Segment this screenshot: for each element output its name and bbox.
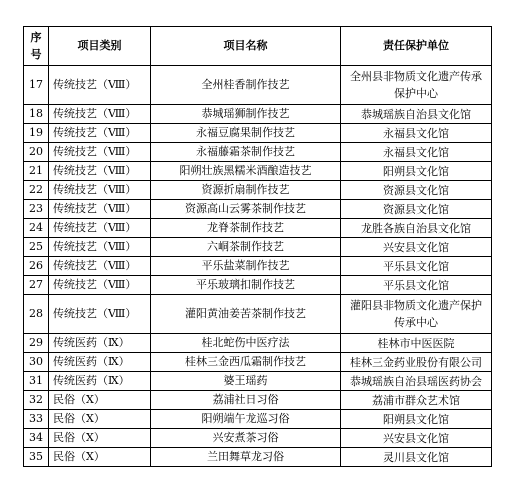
table-row <box>24 124 492 143</box>
protection-unit-cell <box>341 410 492 429</box>
serial-number-cell: 22 <box>24 181 49 200</box>
serial-number-cell: 28 <box>24 295 49 334</box>
protection-unit-line: 永福县文化馆 <box>383 126 449 140</box>
protection-unit-cell <box>341 334 492 353</box>
project-name-cell: 资源折扇制作技艺 <box>151 181 341 200</box>
table-row <box>24 334 492 353</box>
project-name-cell: 阳朔壮族黑糯米酒酿造技艺 <box>151 162 341 181</box>
protection-unit-line: 阳朔县文化馆 <box>383 164 449 178</box>
category-cell: 民俗（Ⅹ） <box>49 448 151 467</box>
protection-unit-cell <box>341 200 492 219</box>
serial-number-cell: 27 <box>24 276 49 295</box>
protection-unit-cell <box>341 276 492 295</box>
category-cell: 传统技艺（Ⅷ） <box>49 276 151 295</box>
category-cell: 传统技艺（Ⅷ） <box>49 295 151 334</box>
category-cell: 传统医药（Ⅸ） <box>49 334 151 353</box>
serial-number-cell: 23 <box>24 200 49 219</box>
protection-unit-cell <box>341 353 492 372</box>
category-cell: 传统技艺（Ⅷ） <box>49 66 151 105</box>
protection-unit-cell <box>341 124 492 143</box>
protection-unit-line: 桂林三金药业股份有限公司 <box>350 355 482 369</box>
table-row <box>24 66 492 105</box>
project-name-cell: 桂林三金西瓜霜制作技艺 <box>151 353 341 372</box>
protection-unit-cell <box>341 257 492 276</box>
protection-unit-cell <box>341 372 492 391</box>
project-name-cell: 龙脊茶制作技艺 <box>151 219 341 238</box>
serial-number-cell: 29 <box>24 334 49 353</box>
heritage-project-table <box>23 26 492 467</box>
header-serial-line-1: 序 <box>30 31 42 44</box>
table-row <box>24 257 492 276</box>
header-protection-unit: 责任保护单位 <box>341 27 492 66</box>
serial-number-cell: 30 <box>24 353 49 372</box>
protection-unit-line: 永福县文化馆 <box>383 145 449 159</box>
project-name-cell: 永福藤霜茶制作技艺 <box>151 143 341 162</box>
protection-unit-line: 龙胜各族自治县文化馆 <box>361 221 471 235</box>
table-header <box>24 27 492 66</box>
table-row <box>24 238 492 257</box>
table-row <box>24 143 492 162</box>
protection-unit-cell <box>341 105 492 124</box>
category-cell: 传统医药（Ⅸ） <box>49 372 151 391</box>
table-row <box>24 181 492 200</box>
protection-unit-line: 恭城瑶族自治县瑶医药协会 <box>350 374 482 388</box>
project-name-cell: 桂北蛇伤中医疗法 <box>151 334 341 353</box>
table-row <box>24 410 492 429</box>
protection-unit-cell <box>341 295 492 334</box>
table-body <box>24 66 492 467</box>
table-row <box>24 219 492 238</box>
protection-unit-line: 阳朔县文化馆 <box>383 412 449 426</box>
table-row <box>24 295 492 334</box>
serial-number-cell: 34 <box>24 429 49 448</box>
serial-number-cell: 21 <box>24 162 49 181</box>
table-row <box>24 372 492 391</box>
category-cell: 传统技艺（Ⅷ） <box>49 219 151 238</box>
serial-number-cell: 31 <box>24 372 49 391</box>
serial-number-cell: 33 <box>24 410 49 429</box>
table-row <box>24 276 492 295</box>
protection-unit-cell <box>341 429 492 448</box>
protection-unit-line: 灌阳县非物质文化遗产保护 <box>350 299 482 312</box>
header-category: 项目类别 <box>49 27 151 66</box>
project-name-cell: 全州桂香制作技艺 <box>151 66 341 105</box>
serial-number-cell: 20 <box>24 143 49 162</box>
project-name-cell: 婆王瑶药 <box>151 372 341 391</box>
heritage-project-table-page <box>23 26 491 467</box>
table-row <box>24 429 492 448</box>
category-cell: 传统技艺（Ⅷ） <box>49 181 151 200</box>
category-cell: 传统技艺（Ⅷ） <box>49 238 151 257</box>
project-name-cell: 荔浦社日习俗 <box>151 391 341 410</box>
header-project-name: 项目名称 <box>151 27 341 66</box>
category-cell: 传统技艺（Ⅷ） <box>49 124 151 143</box>
serial-number-cell: 32 <box>24 391 49 410</box>
protection-unit-line: 平乐县文化馆 <box>383 278 449 292</box>
category-cell: 民俗（Ⅹ） <box>49 429 151 448</box>
protection-unit-cell <box>341 238 492 257</box>
project-name-cell: 兰田舞草龙习俗 <box>151 448 341 467</box>
table-row <box>24 162 492 181</box>
protection-unit-cell <box>341 219 492 238</box>
category-cell: 传统技艺（Ⅷ） <box>49 105 151 124</box>
category-cell: 传统技艺（Ⅷ） <box>49 257 151 276</box>
project-name-cell: 平乐盐菜制作技艺 <box>151 257 341 276</box>
serial-number-cell: 26 <box>24 257 49 276</box>
project-name-cell: 灌阳黄油姜苦茶制作技艺 <box>151 295 341 334</box>
protection-unit-cell <box>341 181 492 200</box>
serial-number-cell: 17 <box>24 66 49 105</box>
serial-number-cell: 19 <box>24 124 49 143</box>
protection-unit-line: 兴安县文化馆 <box>383 431 449 445</box>
project-name-cell: 阳朔端午龙巡习俗 <box>151 410 341 429</box>
serial-number-cell: 24 <box>24 219 49 238</box>
project-name-cell: 恭城瑶狮制作技艺 <box>151 105 341 124</box>
project-name-cell: 资源高山云雾茶制作技艺 <box>151 200 341 219</box>
project-name-cell: 兴安煮茶习俗 <box>151 429 341 448</box>
project-name-cell: 永福豆腐果制作技艺 <box>151 124 341 143</box>
protection-unit-line: 恭城瑶族自治县文化馆 <box>361 107 471 121</box>
protection-unit-cell <box>341 162 492 181</box>
protection-unit-line: 保护中心 <box>394 87 438 100</box>
category-cell: 传统技艺（Ⅷ） <box>49 143 151 162</box>
category-cell: 民俗（Ⅹ） <box>49 410 151 429</box>
protection-unit-line: 平乐县文化馆 <box>383 259 449 273</box>
table-row <box>24 448 492 467</box>
protection-unit-line: 荔浦市群众艺术馆 <box>372 393 460 407</box>
protection-unit-cell <box>341 448 492 467</box>
category-cell: 传统技艺（Ⅷ） <box>49 200 151 219</box>
protection-unit-line: 兴安县文化馆 <box>383 240 449 254</box>
table-row <box>24 105 492 124</box>
table-row <box>24 391 492 410</box>
protection-unit-cell <box>341 143 492 162</box>
protection-unit-line: 灵川县文化馆 <box>383 450 449 464</box>
protection-unit-line: 传承中心 <box>394 316 438 329</box>
project-name-cell: 六峒茶制作技艺 <box>151 238 341 257</box>
category-cell: 民俗（Ⅹ） <box>49 391 151 410</box>
serial-number-cell: 18 <box>24 105 49 124</box>
header-serial-number <box>24 27 49 66</box>
category-cell: 传统技艺（Ⅷ） <box>49 162 151 181</box>
header-serial-line-2: 号 <box>30 48 42 61</box>
project-name-cell: 平乐玻璃扣制作技艺 <box>151 276 341 295</box>
protection-unit-cell <box>341 391 492 410</box>
serial-number-cell: 25 <box>24 238 49 257</box>
table-row <box>24 200 492 219</box>
protection-unit-line: 资源县文化馆 <box>383 202 449 216</box>
protection-unit-line: 资源县文化馆 <box>383 183 449 197</box>
category-cell: 传统医药（Ⅸ） <box>49 353 151 372</box>
table-row <box>24 353 492 372</box>
protection-unit-line: 桂林市中医医院 <box>377 336 455 350</box>
protection-unit-cell <box>341 66 492 105</box>
protection-unit-line: 全州县非物质文化遗产传承 <box>350 70 482 83</box>
serial-number-cell: 35 <box>24 448 49 467</box>
header-row <box>24 27 492 66</box>
